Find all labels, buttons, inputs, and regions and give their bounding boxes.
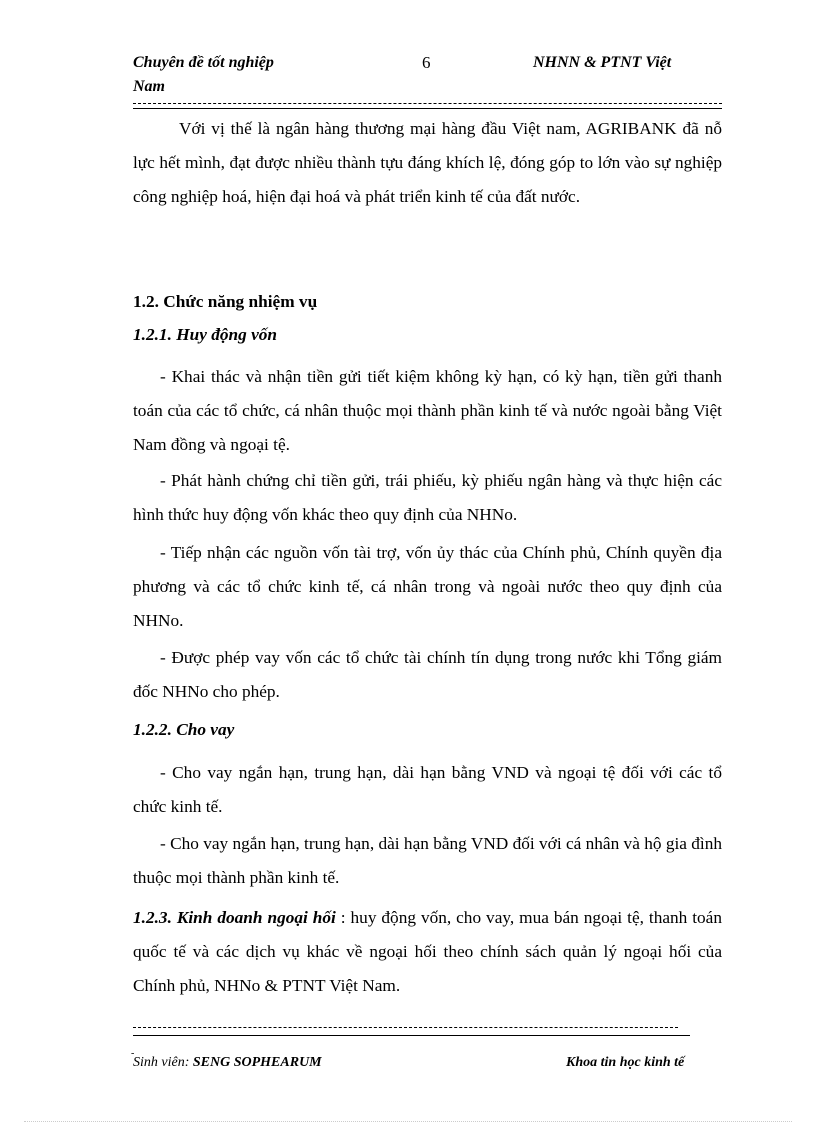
subsection-3 bbox=[133, 901, 722, 1003]
header-right: NHNN & PTNT Việt bbox=[533, 54, 672, 71]
header-doc-type-wrap: Nam bbox=[133, 78, 165, 95]
intro-block bbox=[133, 112, 722, 214]
subsection-title-2: 1.2.2. Cho vay bbox=[133, 720, 235, 739]
subsection-1-item-1 bbox=[133, 360, 722, 462]
header-doc-type: Chuyên đề tốt nghiệp bbox=[133, 54, 274, 71]
footer-mark: - bbox=[131, 1048, 135, 1059]
page-edge bbox=[24, 1121, 792, 1122]
paragraph: - Tiếp nhận các nguồn vốn tài trợ, vốn ủy thác của Chính phủ, Chính quyền địa phương và các tổ chức kinh tế, cá nhân trong và ngoài nước theo quy định của NHNo. bbox=[133, 543, 722, 630]
subsection-2-item-1 bbox=[133, 756, 722, 824]
section-title: 1.2. Chức năng nhiệm vụ bbox=[133, 292, 318, 311]
footer-student-label: Sinh viên: bbox=[133, 1055, 193, 1070]
subsection-title-3: 1.2.3. Kinh doanh ngoại hối bbox=[133, 908, 336, 927]
section-block bbox=[133, 285, 722, 351]
footer-student-name: SENG SOPHEARUM bbox=[192, 1055, 322, 1070]
header-rule-solid bbox=[133, 108, 722, 109]
subsection-3-text: : huy động vốn, cho vay, mua bán ngoại tệ, thanh toán quốc tế và các dịch vụ khác về ngoại hối theo chính sách quản lý ngoại hối của Chính phủ, NHNo & PTNT Việt Nam. bbox=[133, 908, 722, 995]
subsection-2-title-wrap bbox=[133, 713, 722, 746]
paragraph: - Phát hành chứng chỉ tiền gửi, trái phiếu, kỳ phiếu ngân hàng và thực hiện các hình thức huy động vốn khác theo quy định của NHNo. bbox=[133, 471, 722, 524]
header-left bbox=[133, 51, 323, 99]
paragraph: - Cho vay ngắn hạn, trung hạn, dài hạn bằng VND và ngoại tệ đối với các tổ chức kinh tế. bbox=[133, 763, 722, 816]
subsection-3-paragraph bbox=[133, 901, 722, 1003]
subsection-1-item-2 bbox=[133, 464, 722, 532]
footer-rule-dashed bbox=[133, 1027, 678, 1028]
footer-student bbox=[133, 1055, 322, 1071]
subsection-1-item-3 bbox=[133, 536, 722, 638]
intro-paragraph: Với vị thế là ngân hàng thương mại hàng đầu Việt nam, AGRIBANK đã nỗ lực hết mình, đạt được nhiều thành tựu đáng khích lệ, đóng góp to lớn vào sự nghiệp công nghiệp hoá, hiện đại hoá và phát triển kinh tế của đất nước. bbox=[133, 119, 722, 206]
footer-faculty: Khoa tin học kinh tế bbox=[566, 1055, 685, 1070]
paragraph: - Khai thác và nhận tiền gửi tiết kiệm không kỳ hạn, có kỳ hạn, tiền gửi thanh toán của các tổ chức, cá nhân thuộc mọi thành phần kinh tế và nước ngoài bằng Việt Nam đồng và ngoại tệ. bbox=[133, 367, 722, 454]
paragraph: - Được phép vay vốn các tổ chức tài chính tín dụng trong nước khi Tổng giám đốc NHNo cho phép. bbox=[133, 648, 722, 701]
footer-rule-solid bbox=[133, 1035, 690, 1036]
page-number: 6 bbox=[422, 53, 431, 72]
paragraph: - Cho vay ngắn hạn, trung hạn, dài hạn bằng VND đối với cá nhân và hộ gia đình thuộc mọi thành phần kinh tế. bbox=[133, 834, 722, 887]
subsection-title-1: 1.2.1. Huy động vốn bbox=[133, 325, 278, 344]
subsection-2-item-2 bbox=[133, 827, 722, 895]
subsection-1-item-4 bbox=[133, 641, 722, 709]
header-rule-dashed bbox=[133, 103, 722, 104]
